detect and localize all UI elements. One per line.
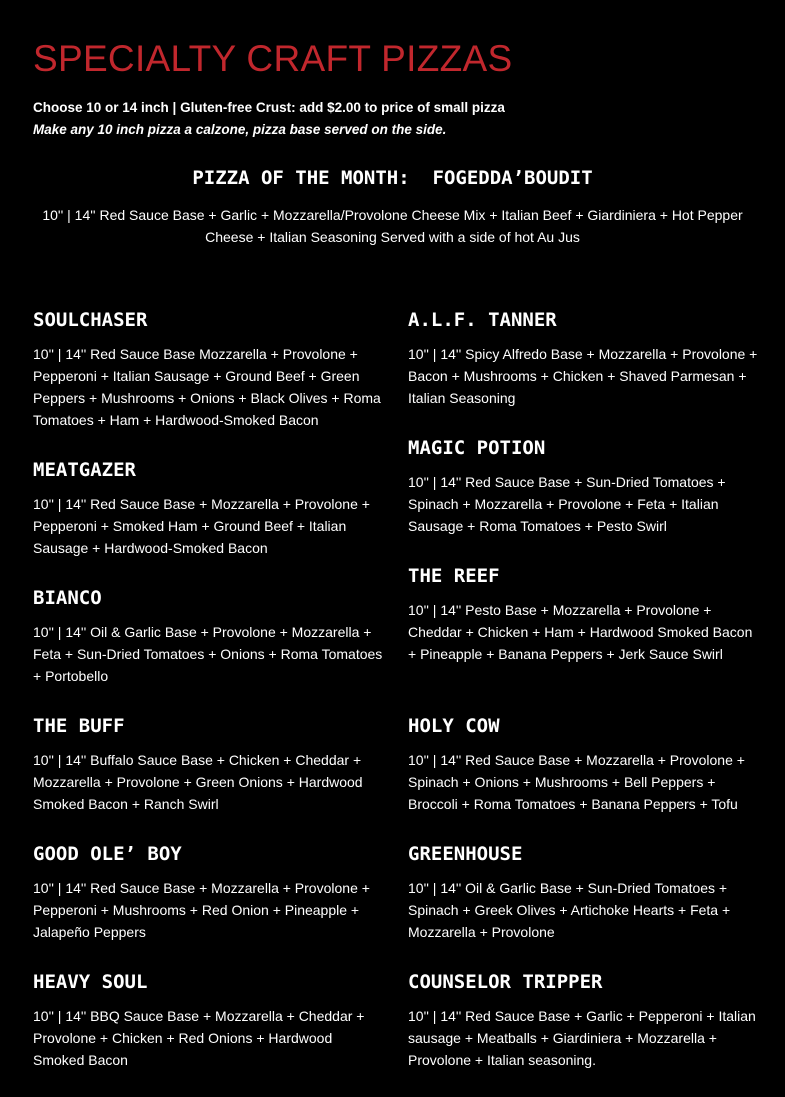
- menu-item-description: 10'' | 14'' Buffalo Sauce Base + Chicken + Cheddar + Mozzarella + Provolone + Green Onions + Hardwood Smoked Bacon + Ranch Swirl: [33, 752, 363, 812]
- menu-item-name: A.L.F. TANNER: [408, 309, 557, 331]
- menu-item-description: 10'' | 14'' Pesto Base + Mozzarella + Provolone + Cheddar + Chicken + Ham + Hardwood Smoked Bacon + Pineapple + Banana Peppers + Jerk Sauce Swirl: [408, 602, 753, 662]
- menu-item-description: 10'' | 14'' BBQ Sauce Base + Mozzarella + Cheddar + Provolone + Chicken + Red Onions + Hardwood Smoked Bacon: [33, 1008, 365, 1068]
- menu-item: [33, 712, 385, 840]
- calzone-note: Make any 10 inch pizza a calzone, pizza base served on the side.: [33, 122, 447, 137]
- menu-item: [33, 306, 385, 456]
- menu-item: [408, 434, 760, 562]
- menu-item-description: 10'' | 14'' Red Sauce Base + Mozzarella + Provolone + Pepperoni + Smoked Ham + Ground Beef + Italian Sausage + Hardwood-Smoked Bacon: [33, 496, 370, 556]
- menu-item: [33, 584, 385, 712]
- menu-item-name: THE BUFF: [33, 715, 125, 737]
- menu-item-description: 10'' | 14'' Oil & Garlic Base + Provolone + Mozzarella + Feta + Sun-Dried Tomatoes + Onions + Roma Tomatoes + Portobello: [33, 624, 383, 684]
- menu-item-name: SOULCHASER: [33, 309, 148, 331]
- menu-item: [33, 840, 385, 968]
- menu-item: [408, 840, 760, 968]
- menu-item-name: BIANCO: [33, 587, 102, 609]
- menu-item-name: GREENHOUSE: [408, 843, 523, 865]
- menu-item-description: 10'' | 14'' Red Sauce Base + Garlic + Pepperoni + Italian sausage + Meatballs + Giardiniera + Mozzarella + Provolone + Italian seasoning.: [408, 1008, 756, 1068]
- menu-item-description: 10'' | 14'' Red Sauce Base + Mozzarella + Provolone + Pepperoni + Mushrooms + Red Onion + Pineapple + Jalapeño Peppers: [33, 880, 370, 940]
- pizza-of-month-description: 10'' | 14'' Red Sauce Base + Garlic + Mozzarella/Provolone Cheese Mix + Italian Beef + Giardiniera + Hot Pepper Cheese + Italian Seasoning Served with a side of hot Au Jus: [42, 207, 743, 245]
- menu-item-description: 10'' | 14'' Oil & Garlic Base + Sun-Dried Tomatoes + Spinach + Greek Olives + Artichoke Hearts + Feta + Mozzarella + Provolone: [408, 880, 731, 940]
- menu-item-description: 10'' | 14'' Red Sauce Base + Mozzarella + Provolone + Spinach + Onions + Mushrooms + Bell Peppers + Broccoli + Roma Tomatoes + Banana Peppers + Tofu: [408, 752, 745, 812]
- menu-item: [33, 456, 385, 584]
- menu-item-name: MEATGAZER: [33, 459, 136, 481]
- menu-item-name: MAGIC POTION: [408, 437, 546, 459]
- page-title: SPECIALTY CRAFT PIZZAS: [33, 38, 513, 79]
- menu-item-name: GOOD OLE’ BOY: [33, 843, 182, 865]
- menu-column-right: [408, 306, 760, 1096]
- menu-item-description: 10'' | 14'' Spicy Alfredo Base + Mozzarella + Provolone + Bacon + Mushrooms + Chicken + Shaved Parmesan + Italian Seasoning: [408, 346, 758, 406]
- menu-item-name: THE REEF: [408, 565, 500, 587]
- size-options-note: Choose 10 or 14 inch | Gluten-free Crust: add $2.00 to price of small pizza: [33, 100, 505, 115]
- pizza-of-month-title: PIZZA OF THE MONTH: FOGEDDA’BOUDIT: [192, 167, 593, 189]
- menu-column-left: [33, 306, 385, 1096]
- menu-item-description: 10'' | 14'' Red Sauce Base + Sun-Dried Tomatoes + Spinach + Mozzarella + Provolone + Feta + Italian Sausage + Roma Tomatoes + Pesto Swirl: [408, 474, 726, 534]
- menu-item: [33, 968, 385, 1096]
- menu-item: [408, 968, 760, 1096]
- menu-item: [408, 712, 760, 840]
- menu-item-description: 10'' | 14'' Red Sauce Base Mozzarella + Provolone + Pepperoni + Italian Sausage + Ground Beef + Green Peppers + Mushrooms + Onions + Black Olives + Roma Tomatoes + Ham + Hardwood-Smoked Bacon: [33, 346, 381, 428]
- menu-item-name: HEAVY SOUL: [33, 971, 148, 993]
- menu-item-name: HOLY COW: [408, 715, 500, 737]
- menu-item: [408, 562, 760, 712]
- menu-item-name: COUNSELOR TRIPPER: [408, 971, 603, 993]
- menu-item: [408, 306, 760, 434]
